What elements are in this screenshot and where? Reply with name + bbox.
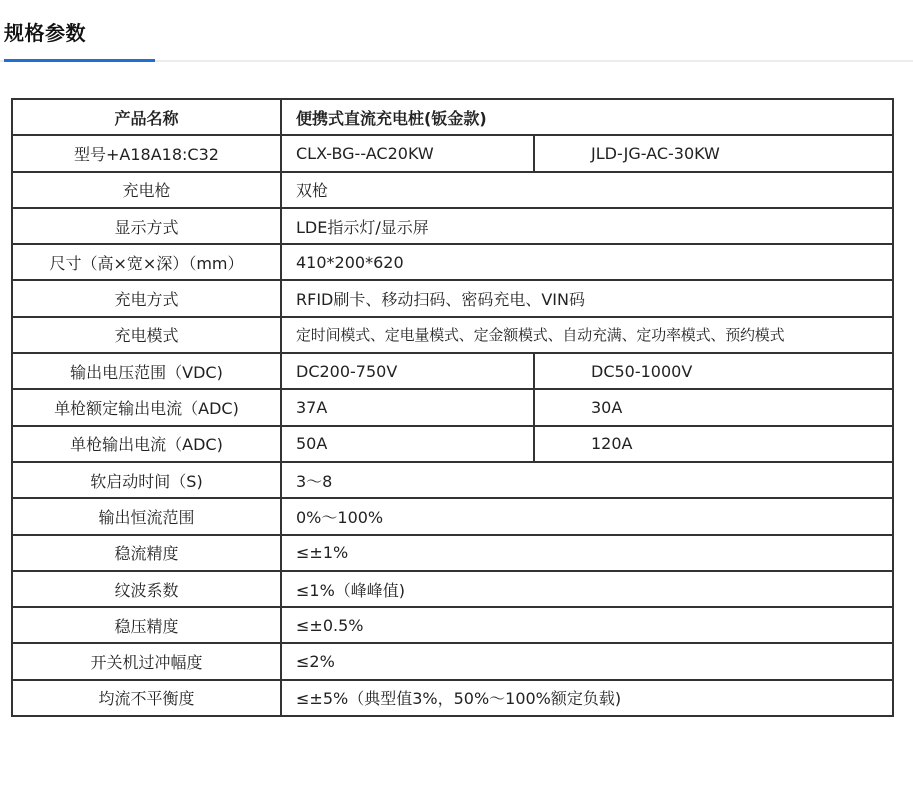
row-label: 均流不平衡度 <box>12 680 281 716</box>
table-row-overshoot <box>12 643 893 679</box>
row-label: 输出电压范围（VDC) <box>12 353 281 389</box>
row-value-right: 120A <box>534 426 893 462</box>
row-value: ≤2% <box>281 643 893 679</box>
row-label: 单枪额定输出电流（ADC) <box>12 389 281 425</box>
table-row-current-imbalance <box>12 680 893 716</box>
row-label: 尺寸（高×宽×深）（mm） <box>12 244 281 280</box>
row-value: ≤±0.5% <box>281 607 893 643</box>
table-row-ripple <box>12 571 893 607</box>
row-value: 定时间模式、定电量模式、定金额模式、自动充满、定功率模式、预约模式 <box>281 317 893 353</box>
row-value: LDE指示灯/显示屏 <box>281 208 893 244</box>
row-label: 稳流精度 <box>12 535 281 571</box>
row-value-right: 30A <box>534 389 893 425</box>
row-label: 纹波系数 <box>12 571 281 607</box>
table-row-current-accuracy <box>12 535 893 571</box>
row-label: 输出恒流范围 <box>12 498 281 534</box>
table-row-constant-current <box>12 498 893 534</box>
row-value-left: CLX-BG--AC20KW <box>281 135 534 171</box>
table-row-charging-method <box>12 280 893 316</box>
row-value-left: 50A <box>281 426 534 462</box>
table-row-charging-mode <box>12 317 893 353</box>
row-label: 显示方式 <box>12 208 281 244</box>
row-label: 充电模式 <box>12 317 281 353</box>
row-value: ≤±1% <box>281 535 893 571</box>
row-value-left: DC200-750V <box>281 353 534 389</box>
row-value: 0%～100% <box>281 498 893 534</box>
row-label: 软启动时间（S) <box>12 462 281 498</box>
row-label: 充电方式 <box>12 280 281 316</box>
table-row-output-current <box>12 426 893 462</box>
table-row-rated-current <box>12 389 893 425</box>
row-label: 开关机过冲幅度 <box>12 643 281 679</box>
header-accent-bar <box>4 59 155 62</box>
row-label: 充电枪 <box>12 172 281 208</box>
row-value-left: 37A <box>281 389 534 425</box>
row-label: 稳压精度 <box>12 607 281 643</box>
row-value: 3～8 <box>281 462 893 498</box>
section-header <box>0 0 913 64</box>
table-header-row <box>12 99 893 135</box>
row-value: ≤1%（峰峰值) <box>281 571 893 607</box>
row-label: 单枪输出电流（ADC) <box>12 426 281 462</box>
table-row-output-voltage <box>12 353 893 389</box>
section-title: 规格参数 <box>4 21 86 45</box>
row-value: 双枪 <box>281 172 893 208</box>
row-value-right: JLD-JG-AC-30KW <box>534 135 893 171</box>
table-row-soft-start <box>12 462 893 498</box>
row-value: 410*200*620 <box>281 244 893 280</box>
row-label: 型号+A18A18:C32 <box>12 135 281 171</box>
header-label-cell: 产品名称 <box>12 99 281 135</box>
row-value: ≤±5%（典型值3%，50%～100%额定负载) <box>281 680 893 716</box>
row-value: RFID刷卡、移动扫码、密码充电、VIN码 <box>281 280 893 316</box>
row-value-right: DC50-1000V <box>534 353 893 389</box>
table-row-model <box>12 135 893 171</box>
table-row-voltage-accuracy <box>12 607 893 643</box>
table-row-charging-gun <box>12 172 893 208</box>
table-row-dimensions <box>12 244 893 280</box>
header-value-cell: 便携式直流充电桩(钣金款) <box>281 99 893 135</box>
spec-table <box>11 98 894 717</box>
table-row-display <box>12 208 893 244</box>
